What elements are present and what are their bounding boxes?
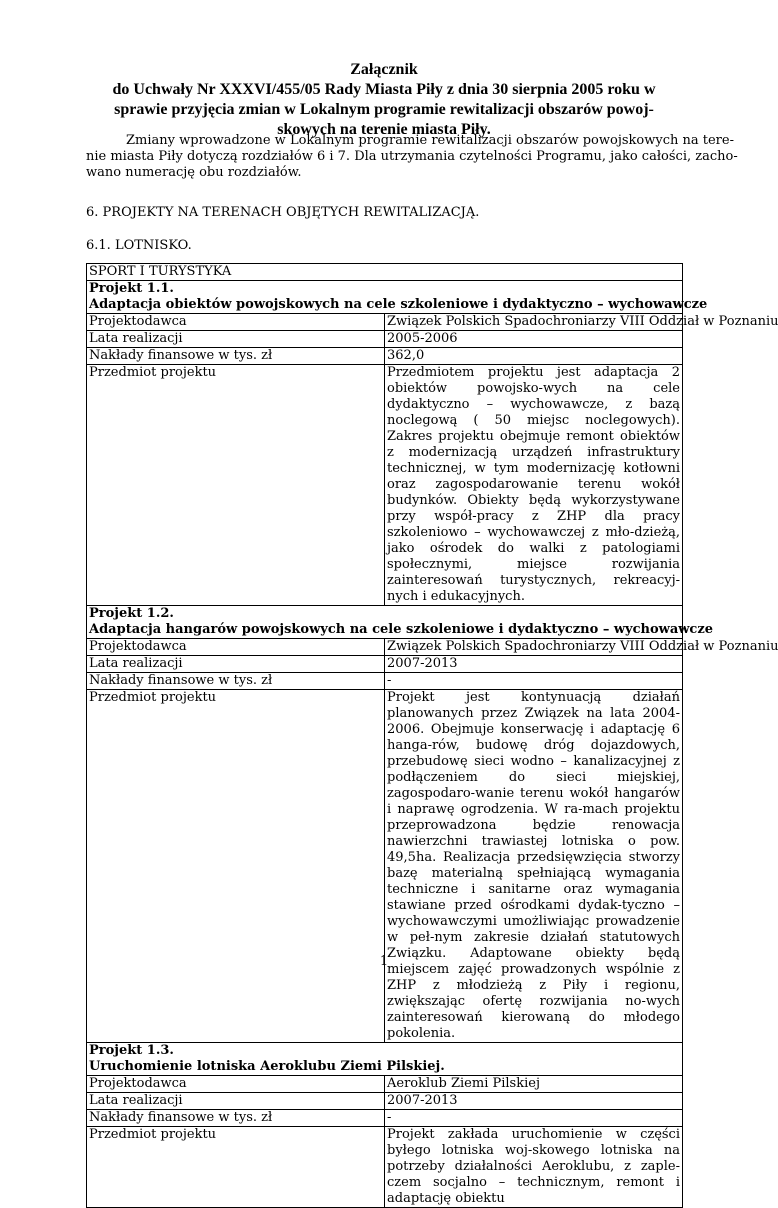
row-value: - — [385, 1110, 683, 1127]
document-title — [80, 60, 688, 140]
project-header-row — [87, 281, 683, 314]
table-row — [87, 1076, 683, 1093]
row-value: 2007-2013 — [385, 1093, 683, 1110]
project-name: Adaptacja hangarów powojskowych na cele szkoleniowe i dydaktyczno – wychowawcze — [89, 622, 713, 637]
row-label: Przedmiot projektu — [87, 1127, 385, 1208]
table-row — [87, 1127, 683, 1208]
table-row — [87, 331, 683, 348]
row-label: Projektodawca — [87, 1076, 385, 1093]
project-number: Projekt 1.3. — [89, 1043, 174, 1058]
intro-line-3: wano numerację obu rozdziałów. — [86, 165, 302, 180]
title-line-1: Załącznik — [350, 61, 418, 78]
row-label: Nakłady finansowe w tys. zł — [87, 348, 385, 365]
row-value: Aeroklub Ziemi Pilskiej — [385, 1076, 683, 1093]
row-value: Związek Polskich Spadochroniarzy VIII Oddział w Poznaniu — [385, 314, 683, 331]
row-label: Projektodawca — [87, 314, 385, 331]
project-header-row — [87, 606, 683, 639]
table-row — [87, 1110, 683, 1127]
table-row — [87, 639, 683, 656]
page-number: 1 — [379, 954, 389, 969]
project-number: Projekt 1.1. — [89, 281, 174, 296]
category-row — [87, 264, 683, 281]
row-value: - — [385, 673, 683, 690]
section-heading: 6. PROJEKTY NA TERENACH OBJĘTYCH REWITALIZACJĄ. — [86, 205, 480, 220]
category-cell: SPORT I TURYSTYKA — [87, 264, 683, 281]
intro-line-2: nie miasta Piły dotyczą rozdziałów 6 i 7. Dla utrzymania czytelności Programu, jako całości, zacho- — [86, 149, 738, 164]
row-value: 2005-2006 — [385, 331, 683, 348]
title-line-4: skowych na terenie miasta Piły. — [277, 121, 491, 138]
intro-line-1: Zmiany wprowadzone w Lokalnym programie rewitalizacji obszarów powojskowych na tere- — [126, 133, 734, 148]
row-value: 2007-2013 — [385, 656, 683, 673]
row-value: 362,0 — [385, 348, 683, 365]
row-value: Przedmiotem projektu jest adaptacja 2 obiektów powojsko-wych na cele dydaktyczno – wychowawcze, z bazą noclegową ( 50 miejsc noclegowych). Zakres projektu obejmuje remont obiektów z modernizacją urządzeń infrastruktury technicznej, w tym modernizację kotłowni oraz zagospodarowanie terenu wokół budynków. Obiekty będą wykorzystywane przy współ-pracy z ZHP dla pracy szkoleniowo – wychowawczej z mło-dzieżą, jako ośrodek do walki z patologiami społecznymi, miejsce rozwijania zainteresowań turystycznych, rekreacyj-nych i edukacyjnych. — [385, 365, 683, 606]
table-row — [87, 656, 683, 673]
row-label: Lata realizacji — [87, 656, 385, 673]
row-label: Nakłady finansowe w tys. zł — [87, 673, 385, 690]
intro-paragraph — [86, 133, 738, 181]
projects-table — [86, 263, 778, 1208]
row-label: Projektodawca — [87, 639, 385, 656]
row-value: Projekt zakłada uruchomienie w części byłego lotniska woj-skowego lotniska na potrzeby działalności Aeroklubu, z zaple-czem socjalno – technicznym, remont i adaptację obiektu — [385, 1127, 683, 1208]
table-row — [87, 314, 683, 331]
title-line-2: do Uchwały Nr XXXVI/455/05 Rady Miasta Piły z dnia 30 sierpnia 2005 roku w — [112, 81, 656, 98]
table-row — [87, 348, 683, 365]
table-row — [87, 1093, 683, 1110]
table-row — [87, 673, 683, 690]
row-label: Nakłady finansowe w tys. zł — [87, 1110, 385, 1127]
title-line-3: sprawie przyjęcia zmian w Lokalnym programie rewitalizacji obszarów powoj- — [114, 101, 654, 118]
project-header-cell — [87, 606, 713, 639]
subsection-heading: 6.1. LOTNISKO. — [86, 238, 192, 253]
row-label: Przedmiot projektu — [87, 690, 385, 1043]
row-label: Przedmiot projektu — [87, 365, 385, 606]
project-header-row — [87, 1043, 683, 1076]
project-number: Projekt 1.2. — [89, 606, 174, 621]
row-label: Lata realizacji — [87, 331, 385, 348]
table-row — [87, 690, 683, 1043]
project-name: Adaptacja obiektów powojskowych na cele szkoleniowe i dydaktyczno – wychowawcze — [89, 297, 708, 312]
project-header-cell — [87, 1043, 683, 1076]
row-label: Lata realizacji — [87, 1093, 385, 1110]
row-value: Projekt jest kontynuacją działań planowanych przez Związek na lata 2004-2006. Obejmuje konserwację i adaptację 6 hanga-rów, budowę dróg dojazdowych, przebudowę sieci wodno – kanalizacyjnej z podłączeniem do sieci miejskiej, zagospodaro-wanie terenu wokół hangarów i naprawę ogrodzenia. W ra-mach projektu przeprowadzona będzie renowacja nawierzchni trawiastej lotniska o pow. 49,5ha. Realizacja przedsięwzięcia stworzy bazę materialną spełniającą wymagania techniczne i sanitarne oraz wymagania stawiane przed ośrodkami dydak-tyczno – wychowawczymi umożliwiając prowadzenie w peł-nym zakresie działań statutowych Związku. Adaptowane obiekty będą miejscem zajęć prowadzonych wspólnie z ZHP z młodzieżą z Piły i regionu, zwiększając ofertę rozwijania no-wych zainteresowań kierowaną do młodego pokolenia. — [385, 690, 683, 1043]
project-header-cell — [87, 281, 708, 314]
row-value: Związek Polskich Spadochroniarzy VIII Oddział w Poznaniu — [385, 639, 683, 656]
project-name: Uruchomienie lotniska Aeroklubu Ziemi Pilskiej. — [89, 1059, 445, 1074]
table-row — [87, 365, 683, 606]
